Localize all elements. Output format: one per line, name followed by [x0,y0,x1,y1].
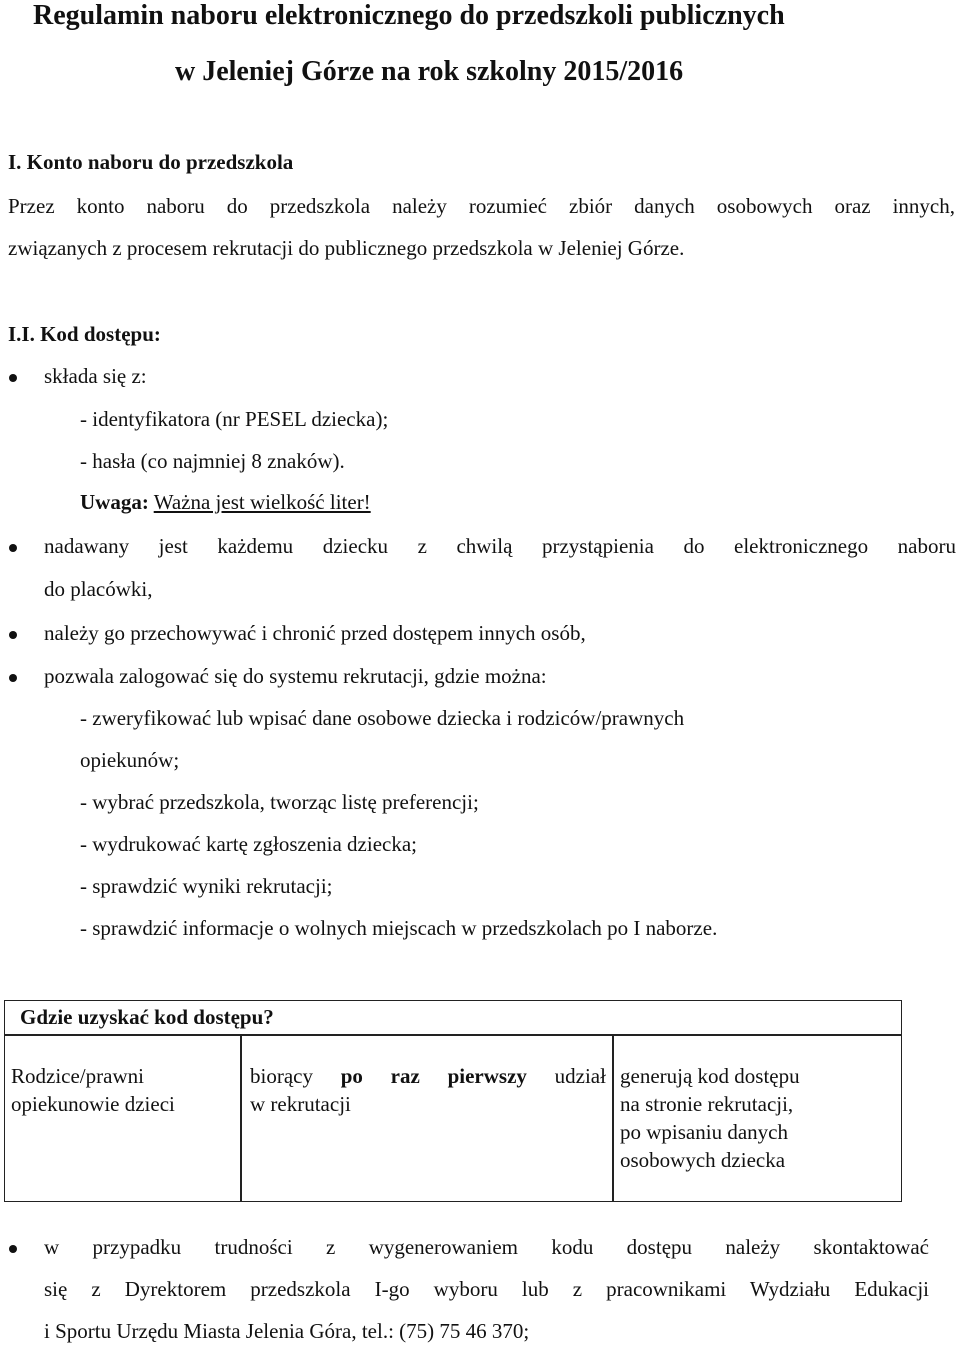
bullet1-note [80,490,371,515]
table-header: Gdzie uzyskać kod dostępu? [20,1005,274,1029]
cell-line: w rekrutacji [250,1092,351,1116]
bullet4-sub1a: - zweryfikować lub wpisać dane osobowe dziecka i rodziców/prawnych [80,706,685,730]
bullet1-sub1: - identyfikatora (nr PESEL dziecka); [80,407,389,431]
bullet1-text: składa się z: [44,364,147,388]
cell-line: Rodzice/prawni [11,1064,144,1088]
table-divider [612,1034,614,1202]
table-cell-condition [250,1062,606,1118]
footer-line1: w przypadku trudności z wygenerowaniem kodu dostępu należy skontaktować [44,1235,929,1259]
bullet3-text: należy go przechowywać i chronić przed dostępem innych osób, [44,621,586,645]
bullet2-line2: do placówki, [44,577,153,601]
section1-heading: I. Konto naboru do przedszkola [8,150,294,174]
bullet-icon [9,674,17,682]
bullet4-sub3: - wydrukować kartę zgłoszenia dziecka; [80,832,418,856]
cell-word: biorący [250,1064,313,1088]
bullet-icon [9,1245,17,1253]
bullet2-line1: nadawany jest każdemu dziecku z chwilą przystąpienia do elektronicznego naboru [44,534,956,558]
cell-line: generują kod dostępu [620,1064,800,1088]
cell-line: po wpisaniu danych [620,1120,788,1144]
bullet-icon [9,544,17,552]
bullet4-text: pozwala zalogować się do systemu rekrutacji, gdzie można: [44,664,547,688]
cell-word: po [340,1064,363,1088]
bullet4-sub4: - sprawdzić wyniki rekrutacji; [80,874,333,898]
cell-line: na stronie rekrutacji, [620,1092,794,1116]
note-label: Uwaga: [80,490,149,514]
document-title-line1: Regulamin naboru elektronicznego do przedszkoli publicznych [33,0,785,31]
table-cell-who [11,1062,175,1118]
bullet4-sub2: - wybrać przedszkola, tworząc listę preferencji; [80,790,479,814]
note-text: Ważna jest wielkość liter! [153,490,371,514]
table-divider [240,1034,242,1202]
section1-text-line2: związanych z procesem rekrutacji do publicznego przedszkola w Jeleniej Górze. [8,236,685,260]
cell-line: opiekunowie dzieci [11,1092,175,1116]
cell-word: raz [390,1064,420,1088]
bullet4-sub1b: opiekunów; [80,748,180,772]
footer-line3: i Sportu Urzędu Miasta Jelenia Góra, tel.: (75) 75 46 370; [44,1319,530,1343]
cell-word: pierwszy [447,1064,527,1088]
bullet-icon [9,374,17,382]
document-title-line2: w Jeleniej Górze na rok szkolny 2015/2016 [175,56,684,87]
footer-line2: się z Dyrektorem przedszkola I-go wyboru lub z pracownikami Wydziału Edukacji [44,1277,929,1301]
cell-word: udział [554,1064,606,1088]
bullet4-sub5: - sprawdzić informacje o wolnych miejscach w przedszkolach po I naborze. [80,916,718,940]
section2-heading: I.I. Kod dostępu: [8,322,161,346]
cell-line [250,1062,606,1090]
table-cell-how [620,1062,800,1174]
bullet1-sub2: - hasła (co najmniej 8 znaków). [80,449,345,473]
bullet-icon [9,631,17,639]
section1-text-line1: Przez konto naboru do przedszkola należy rozumieć zbiór danych osobowych oraz innych, [8,194,955,218]
cell-line: osobowych dziecka [620,1148,786,1172]
